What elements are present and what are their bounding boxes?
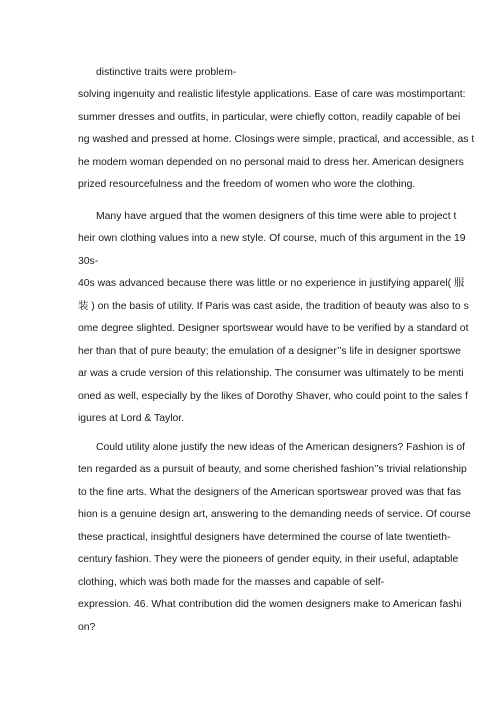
text-line: hion is a genuine design art, answering to the demanding needs of service. Of course [78,509,471,520]
text-line: prized resourcefulness and the freedom of women who wore the clothing. [78,179,416,190]
text-line: oned as well, especially by the likes of Dorothy Shaver, who could point to the sales f [78,391,468,402]
text-line: igures at Lord & Taylor. [78,413,185,424]
text-line: clothing, which was both made for the masses and capable of self- [78,577,385,588]
text-line: ome degree slighted. Designer sportswear would have to be verified by a standard ot [78,323,469,334]
text-line: expression. 46. What contribution did the women designers make to American fashi [78,599,462,610]
text-line: Many have argued that the women designers of this time were able to project t [96,211,457,222]
text-line: ng washed and pressed at home. Closings were simple, practical, and accessible, as t [78,134,475,145]
text-line: Could utility alone justify the new ideas of the American designers? Fashion is of [96,442,466,453]
text-line: distinctive traits were problem- [96,67,237,78]
text-line: century fashion. They were the pioneers of gender equity, in their useful, adaptable [78,554,459,565]
text-line: solving ingenuity and realistic lifestyle applications. Ease of care was mostimportant: [78,89,466,100]
text-line: her than that of pure beauty; the emulation of a designer’’s life in designer sportswe [78,346,461,357]
text-line: ar was a crude version of this relationship. The consumer was ultimately to be menti [78,368,464,379]
text-line: summer dresses and outfits, in particular, were chiefly cotton, readily capable of bei [78,112,461,123]
text-line: ten regarded as a pursuit of beauty, and some cherished fashion’’s trivial relationship [78,464,467,475]
text-line: these practical, insightful designers have determined the course of late twentieth- [78,532,451,543]
text-line: 装 ) on the basis of utility. If Paris was cast aside, the tradition of beauty was also to s [78,301,469,312]
text-line: 30s- [78,256,99,267]
text-line: 40s was advanced because there was little or no experience in justifying apparel( 服 [78,278,465,289]
text-line: on? [78,622,96,633]
text-line: he modem woman depended on no personal maid to dress her. American designers [78,157,464,168]
text-line: heir own clothing values into a new style. Of course, much of this argument in the 19 [78,233,466,244]
text-line: to the fine arts. What the designers of the American sportswear proved was that fas [78,487,461,498]
